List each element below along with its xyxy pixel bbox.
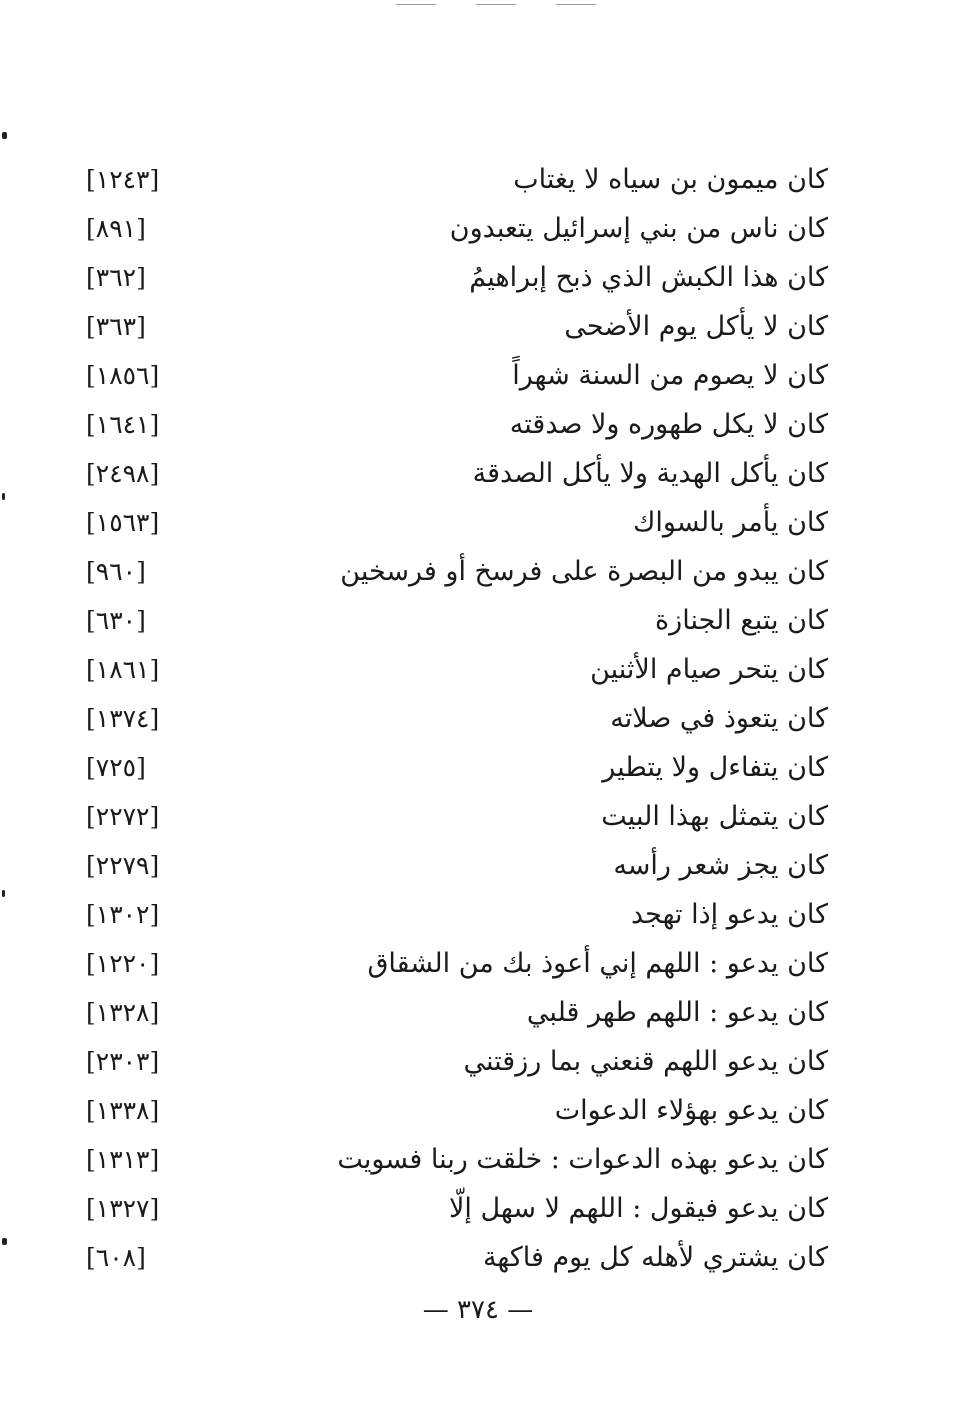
entry-text: كان لا يأكل يوم الأضحى xyxy=(564,311,828,342)
entry-reference-number: [٨٩١] xyxy=(86,214,146,243)
index-entry xyxy=(70,1234,840,1283)
entry-text: كان يأمر بالسواك xyxy=(633,507,828,538)
entry-text: كان هذا الكبش الذي ذبح إبراهيمُ xyxy=(469,262,828,293)
index-entry xyxy=(70,450,840,499)
index-entry xyxy=(70,793,840,842)
entry-reference-number: [١٣٢٨] xyxy=(86,998,160,1027)
entry-text: كان يدعو اللهم قنعني بما رزقتني xyxy=(463,1046,828,1077)
entry-text: كان يتفاءل ولا يتطير xyxy=(602,752,828,783)
page-number: — ٣٧٤ — xyxy=(422,1295,534,1325)
index-entry xyxy=(70,940,840,989)
entry-reference-number: [١٢٤٣] xyxy=(86,165,160,194)
entry-reference-number: [١٣٠٢] xyxy=(86,900,160,929)
index-entry xyxy=(70,842,840,891)
index-entry xyxy=(70,891,840,940)
entry-reference-number: [٦٠٨] xyxy=(86,1243,146,1272)
entry-text: كان لا يكل طهوره ولا صدقته xyxy=(509,409,828,440)
entry-reference-number: [٣٦٢] xyxy=(86,263,146,292)
entry-text: كان لا يصوم من السنة شهراً xyxy=(512,360,828,391)
index-entry xyxy=(70,548,840,597)
entry-reference-number: [١٢٢٠] xyxy=(86,949,160,978)
index-entry xyxy=(70,1185,840,1234)
index-entry-list xyxy=(70,156,840,1283)
index-entry xyxy=(70,646,840,695)
entry-text: كان يتمثل بهذا البيت xyxy=(601,801,828,832)
entry-text: كان يأكل الهدية ولا يأكل الصدقة xyxy=(472,458,828,489)
entry-reference-number: [١٦٤١] xyxy=(86,410,160,439)
entry-reference-number: [٢٢٧٩] xyxy=(86,851,160,880)
index-entry xyxy=(70,254,840,303)
entry-reference-number: [١٣٢٧] xyxy=(86,1194,160,1223)
entry-text: كان يدعو : اللهم طهر قلبي xyxy=(526,997,828,1028)
entry-reference-number: [١٣١٣] xyxy=(86,1145,160,1174)
entry-text: كان يتحر صيام الأثنين xyxy=(590,654,828,685)
entry-text: كان يدعو بهؤلاء الدعوات xyxy=(554,1095,828,1126)
entry-reference-number: [٩٦٠] xyxy=(86,557,146,586)
margin-mark xyxy=(2,132,7,139)
top-header-rule xyxy=(396,4,596,6)
entry-text: كان يدعو إذا تهجد xyxy=(631,899,828,930)
entry-text: كان ميمون بن سياه لا يغتاب xyxy=(513,164,828,195)
index-entry xyxy=(70,499,840,548)
entry-reference-number: [١٨٥٦] xyxy=(86,361,160,390)
index-entry xyxy=(70,1087,840,1136)
margin-mark xyxy=(2,890,5,897)
entry-text: كان يدعو فيقول : اللهم لا سهل إلّا xyxy=(448,1193,828,1224)
entry-text: كان يدعو : اللهم إني أعوذ بك من الشقاق xyxy=(367,948,828,979)
entry-reference-number: [١٣٧٤] xyxy=(86,704,160,733)
index-entry xyxy=(70,695,840,744)
entry-reference-number: [٢٣٠٣] xyxy=(86,1047,160,1076)
margin-mark xyxy=(2,493,5,500)
index-entry xyxy=(70,597,840,646)
entry-text: كان يتعوذ في صلاته xyxy=(610,703,828,734)
entry-text: كان يشتري لأهله كل يوم فاكهة xyxy=(482,1242,828,1273)
margin-mark xyxy=(2,1238,7,1245)
entry-reference-number: [٣٦٣] xyxy=(86,312,146,341)
index-entry xyxy=(70,352,840,401)
index-entry xyxy=(70,989,840,1038)
entry-reference-number: [١٣٣٨] xyxy=(86,1096,160,1125)
index-entry xyxy=(70,1038,840,1087)
entry-text: كان ناس من بني إسرائيل يتعبدون xyxy=(449,213,828,244)
index-entry xyxy=(70,1136,840,1185)
entry-reference-number: [٢٢٧٢] xyxy=(86,802,160,831)
entry-text: كان يجز شعر رأسه xyxy=(613,850,828,881)
entry-reference-number: [٧٢٥] xyxy=(86,753,146,782)
entry-reference-number: [٦٣٠] xyxy=(86,606,146,635)
entry-reference-number: [١٨٦١] xyxy=(86,655,160,684)
entry-reference-number: [٢٤٩٨] xyxy=(86,459,160,488)
entry-text: كان يبدو من البصرة على فرسخ أو فرسخين xyxy=(340,556,828,587)
index-entry xyxy=(70,205,840,254)
index-entry xyxy=(70,303,840,352)
entry-reference-number: [١٥٦٣] xyxy=(86,508,160,537)
index-entry xyxy=(70,401,840,450)
entry-text: كان يدعو بهذه الدعوات : خلقت ربنا فسويت xyxy=(337,1144,828,1175)
index-entry xyxy=(70,744,840,793)
index-entry xyxy=(70,156,840,205)
entry-text: كان يتبع الجنازة xyxy=(655,605,828,636)
